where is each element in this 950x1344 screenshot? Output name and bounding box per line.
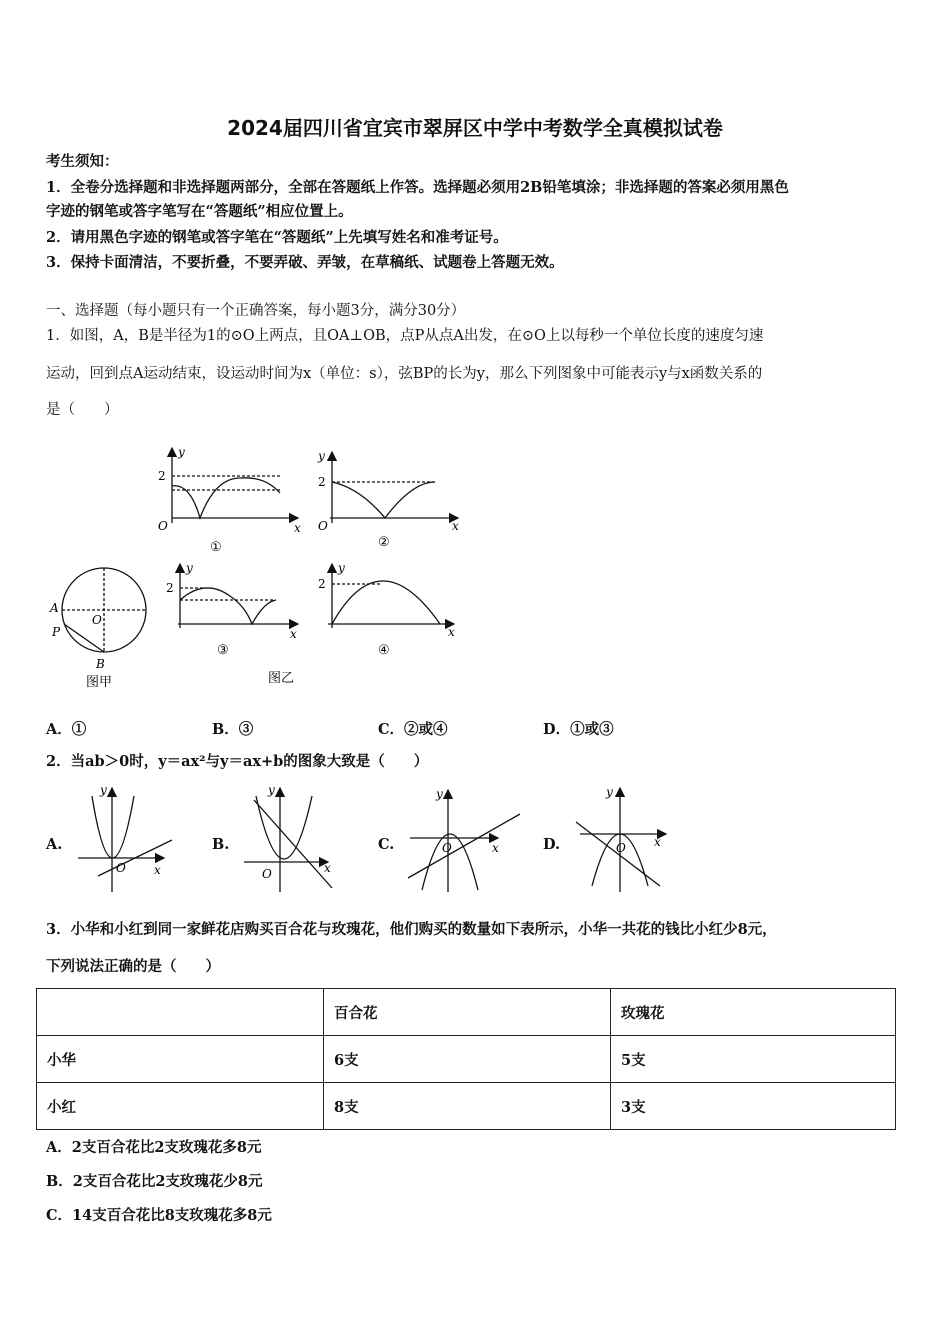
section-heading: 一、选择题（每小题只有一个正确答案，每小题3分，满分30分）	[46, 303, 466, 319]
table-header-row	[37, 989, 896, 1036]
q3-option-a[interactable]: A．2支百合花比2支玫瑰花多8元	[46, 1139, 262, 1156]
graph-3-y-label: y	[186, 561, 193, 575]
table-cell: 小华	[37, 1036, 324, 1083]
q1-stem-line-3: 是（ ）	[46, 402, 119, 418]
q2-c-x-label: x	[492, 841, 499, 855]
page-title: 2024届四川省宜宾市翠屏区中学中考数学全真模拟试卷	[227, 116, 723, 140]
q3-stem-line-2: 下列说法正确的是（ ）	[46, 958, 220, 975]
table-cell: 5支	[611, 1036, 896, 1083]
graph-4	[328, 564, 454, 628]
notice-item-3: 3．保持卡面清洁，不要折叠，不要弄破、弄皱，在草稿纸、试题卷上答题无效。	[46, 254, 564, 271]
q2-graph-b	[244, 788, 332, 892]
q2-b-x-label: x	[324, 861, 331, 875]
q1-stem-line-1: 1．如图，A，B是半径为1的⊙O上两点，且OA⊥OB，点P从点A出发，在⊙O上以每秒一个单位长度的速度匀速	[46, 328, 764, 344]
q1-figure	[40, 438, 470, 698]
table-cell: 小红	[37, 1083, 324, 1130]
graph-3	[178, 564, 298, 628]
q2-d-x-label: x	[654, 835, 661, 849]
q3-option-c[interactable]: C．14支百合花比8支玫瑰花多8元	[46, 1207, 272, 1224]
q2-a-origin: O	[116, 861, 126, 875]
notice-item-1: 1．全卷分选择题和非选择题两部分，全部在答题纸上作答。选择题必须用2B铅笔填涂；非选择题的答案必须用黑色	[46, 179, 789, 196]
circle-figure	[62, 568, 146, 652]
q2-c-y-label: y	[436, 787, 443, 801]
graph-2-tick-2: 2	[318, 475, 326, 489]
q2-option-d[interactable]: D.	[543, 836, 561, 853]
table-header-cell: 玫瑰花	[611, 989, 896, 1036]
table-header-cell	[37, 989, 324, 1036]
q2-d-y-label: y	[606, 785, 613, 799]
q3-option-b[interactable]: B．2支百合花比2支玫瑰花少8元	[46, 1173, 263, 1190]
graph-3-label: ③	[217, 643, 229, 658]
caption-right: 图乙	[268, 671, 295, 686]
q2-graph-c	[408, 790, 520, 892]
circle-label-b: B	[96, 657, 105, 671]
graph-1-x-label: x	[294, 521, 301, 535]
graph-4-tick-2: 2	[318, 577, 326, 591]
table-cell: 3支	[611, 1083, 896, 1130]
q3-table	[36, 988, 896, 1130]
q2-b-y-label: y	[268, 783, 275, 797]
graph-1-origin: O	[158, 519, 168, 533]
q2-stem: 2．当ab＞0时，y＝ax²与y＝ax+b的图象大致是（ ）	[46, 753, 429, 770]
notice-heading: 考生须知：	[46, 153, 119, 170]
graph-2-label: ②	[378, 535, 390, 550]
table-row	[37, 1036, 896, 1083]
graph-4-y-label: y	[338, 561, 345, 575]
graph-1-tick-2: 2	[158, 469, 166, 483]
graph-2-origin: O	[318, 519, 328, 533]
graph-3-x-label: x	[290, 627, 297, 641]
q3-stem-line-1: 3．小华和小红到同一家鲜花店购买百合花与玫瑰花，他们购买的数量如下表所示，小华一共花的钱比小红少8元，	[46, 921, 777, 938]
graph-2-x-label: x	[452, 519, 459, 533]
q2-a-x-label: x	[154, 863, 161, 877]
notice-item-2: 2．请用黑色字迹的钢笔或答字笔在“答题纸”上先填写姓名和准考证号。	[46, 229, 508, 246]
table-cell: 8支	[324, 1083, 611, 1130]
table-header-cell: 百合花	[324, 989, 611, 1036]
graph-2	[330, 452, 458, 523]
caption-left: 图甲	[86, 675, 113, 690]
q2-graph-d	[576, 788, 666, 892]
q2-a-y-label: y	[100, 783, 107, 797]
q1-stem-line-2: 运动，回到点A运动结束，设运动时间为x（单位：s），弦BP的长为y，那么下列图象中可能表示y与x函数关系的	[46, 366, 763, 382]
graph-2-y-label: y	[318, 449, 325, 463]
circle-label-a: A	[50, 601, 59, 615]
graph-4-x-label: x	[448, 625, 455, 639]
q2-b-origin: O	[262, 867, 272, 881]
graph-1-label: ①	[210, 540, 222, 555]
q2-d-origin: O	[616, 841, 626, 855]
circle-label-o: O	[92, 613, 102, 627]
graph-3-tick-2: 2	[166, 581, 174, 595]
q1-option-b[interactable]: B．③	[212, 721, 254, 738]
graph-4-label: ④	[378, 643, 390, 658]
table-cell: 6支	[324, 1036, 611, 1083]
graph-1-y-label: y	[178, 445, 185, 459]
q2-option-a[interactable]: A.	[46, 836, 63, 853]
notice-item-1-cont: 字迹的钢笔或答字笔写在“答题纸”相应位置上。	[46, 203, 353, 220]
q1-option-c[interactable]: C．②或④	[378, 721, 448, 738]
table-row	[37, 1083, 896, 1130]
q2-option-c[interactable]: C.	[378, 836, 395, 853]
circle-label-p: P	[52, 625, 61, 639]
q2-c-origin: O	[442, 841, 452, 855]
q2-figures	[60, 782, 680, 894]
q1-option-a[interactable]: A．①	[46, 721, 87, 738]
q1-option-d[interactable]: D．①或③	[543, 721, 614, 738]
graph-1	[172, 448, 298, 523]
q2-option-b[interactable]: B.	[212, 836, 230, 853]
